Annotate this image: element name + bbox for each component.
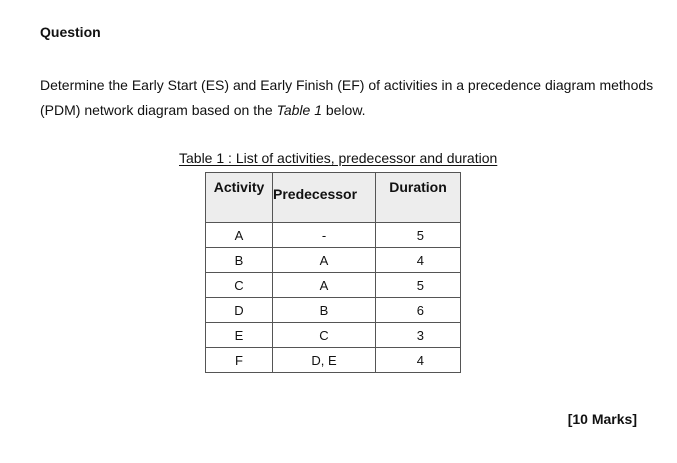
activities-table xyxy=(205,172,461,373)
cell-duration: 5 xyxy=(376,273,461,298)
cell-predecessor: B xyxy=(273,298,376,323)
cell-duration: 4 xyxy=(376,248,461,273)
cell-duration: 4 xyxy=(376,348,461,373)
table-row xyxy=(206,223,461,248)
table-row xyxy=(206,273,461,298)
cell-activity: B xyxy=(206,248,273,273)
question-text-after: below. xyxy=(321,102,366,118)
table-row xyxy=(206,348,461,373)
cell-predecessor: D, E xyxy=(273,348,376,373)
cell-activity: A xyxy=(206,223,273,248)
header-predecessor: Predecessor xyxy=(273,173,376,223)
header-activity: Activity xyxy=(206,173,273,223)
cell-predecessor: - xyxy=(273,223,376,248)
cell-predecessor: A xyxy=(273,248,376,273)
question-text xyxy=(40,73,655,123)
cell-duration: 5 xyxy=(376,223,461,248)
question-text-before: Determine the Early Start (ES) and Early Finish (EF) of activities in a precedence diagram methods (PDM) network diagram based on the xyxy=(40,77,654,118)
table-header-row xyxy=(206,173,461,223)
cell-duration: 3 xyxy=(376,323,461,348)
cell-activity: F xyxy=(206,348,273,373)
table-row xyxy=(206,323,461,348)
header-duration: Duration xyxy=(376,173,461,223)
table-caption: Table 1 : List of activities, predecessor and duration xyxy=(179,150,498,166)
cell-predecessor: C xyxy=(273,323,376,348)
cell-predecessor: A xyxy=(273,273,376,298)
question-heading: Question xyxy=(40,24,101,40)
table-row xyxy=(206,298,461,323)
cell-activity: C xyxy=(206,273,273,298)
cell-duration: 6 xyxy=(376,298,461,323)
marks-label: [10 Marks] xyxy=(567,411,637,427)
table-row xyxy=(206,248,461,273)
question-text-emphasis: Table 1 xyxy=(276,102,322,118)
cell-activity: D xyxy=(206,298,273,323)
cell-activity: E xyxy=(206,323,273,348)
